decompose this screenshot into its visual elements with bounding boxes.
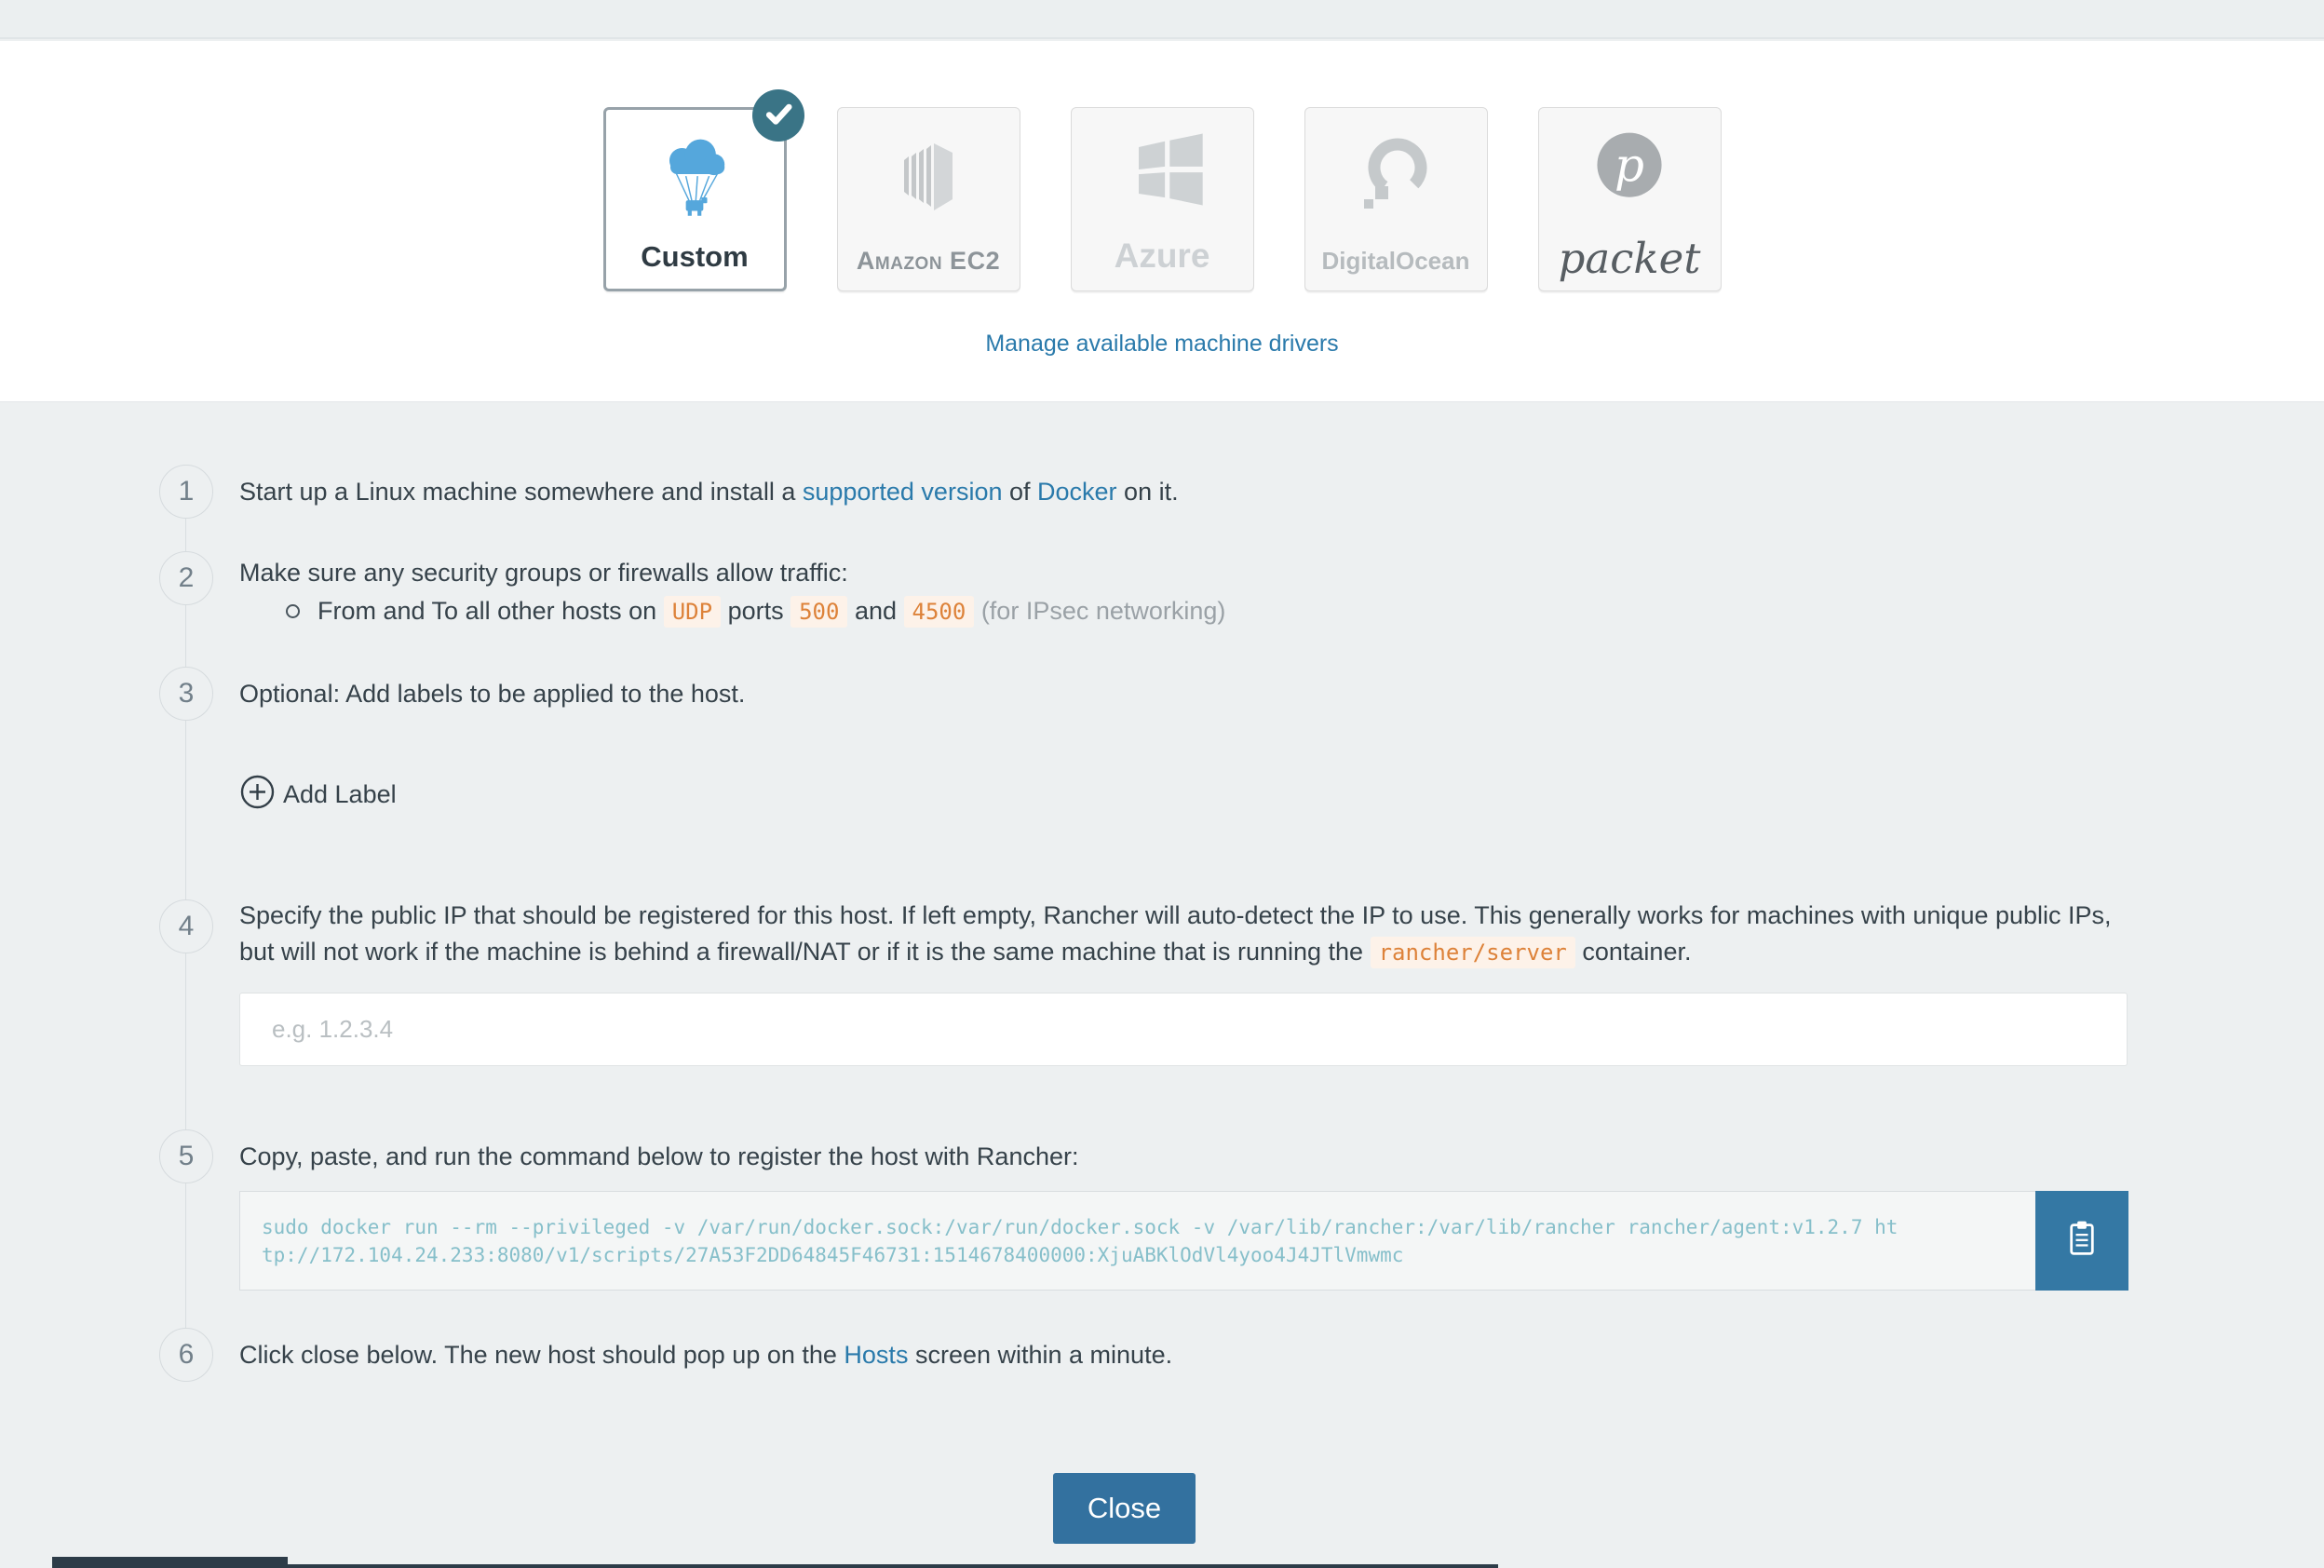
step-1-text-after: on it. xyxy=(1116,478,1179,506)
step-6-number: 6 xyxy=(159,1328,213,1382)
bottom-dark-bar xyxy=(52,1557,288,1568)
step-5-text: Copy, paste, and run the command below to register the host with Rancher: xyxy=(239,1142,1079,1170)
register-command-text-area xyxy=(240,1192,2036,1290)
step-1-text-before: Start up a Linux machine somewhere and install a xyxy=(239,478,803,506)
step-1-number: 1 xyxy=(159,465,213,519)
plus-circle-icon xyxy=(240,775,275,814)
port-500-code-chip: 500 xyxy=(790,596,847,628)
register-command: sudo docker run --rm --privileged -v /var/run/docker.sock:/var/run/docker.sock -v /var/lib/rancher:/var/lib/rancher rancher/agent:v1.2.7 http://172.104.24.233:8080/v1/scripts/27A53F2DD64845F46731:1514678400000:XjuABKlOdVl4yoo4J4JTlVmwmc xyxy=(262,1215,1898,1266)
bullet-icon xyxy=(286,604,300,618)
docker-link[interactable]: Docker xyxy=(1037,478,1117,506)
check-icon xyxy=(763,98,794,134)
step-1-text xyxy=(239,476,1179,507)
step-6-text xyxy=(239,1339,1172,1371)
step-1-text-mid: of xyxy=(1002,478,1038,506)
step-5-number: 5 xyxy=(159,1129,213,1183)
bullet-text-pre: From and To all other hosts on xyxy=(318,597,664,625)
step-2-number: 2 xyxy=(159,551,213,605)
bottom-dark-line xyxy=(288,1564,1498,1568)
udp-code-chip: UDP xyxy=(664,596,721,628)
driver-card-custom[interactable] xyxy=(603,107,787,291)
step-4-text-before: Specify the public IP that should be registered for this host. If left empty, Rancher will auto-detect the IP to use. This generally works for machines with unique public IPs, but will not work if the machine is behind a firewall/NAT or if it is the same machine that is running the xyxy=(239,901,2112,966)
digitalocean-icon xyxy=(1349,128,1442,226)
step-6-text-after: screen within a minute. xyxy=(908,1341,1173,1369)
top-bar xyxy=(0,0,2324,39)
ipsec-note: (for IPsec networking) xyxy=(974,597,1226,625)
step-4-text-after: container. xyxy=(1574,938,1692,966)
packet-icon xyxy=(1585,124,1674,218)
step-2-bullet-text xyxy=(318,595,1225,628)
machine-driver-section xyxy=(0,41,2324,402)
step-2-bullet xyxy=(286,595,1225,628)
driver-label-packet: packet xyxy=(1558,234,1701,283)
supported-version-link[interactable]: supported version xyxy=(802,478,1003,506)
azure-icon xyxy=(1114,122,1210,223)
driver-card-packet[interactable] xyxy=(1538,107,1722,291)
copy-command-button[interactable] xyxy=(2035,1191,2128,1291)
register-command-box xyxy=(239,1191,2128,1291)
step-4-number: 4 xyxy=(159,899,213,953)
svg-text:p: p xyxy=(1615,138,1644,193)
driver-label-digitalocean: DigitalOcean xyxy=(1321,247,1470,275)
step-3-text: Optional: Add labels to be applied to the host. xyxy=(239,680,746,708)
step-3-number: 3 xyxy=(159,667,213,721)
bullet-text-mid2: and xyxy=(847,597,904,625)
public-ip-input[interactable] xyxy=(239,993,2128,1066)
step-4-text xyxy=(239,898,2120,971)
add-label-text: Add Label xyxy=(283,779,397,808)
driver-card-amazon-ec2[interactable] xyxy=(837,107,1020,291)
amazon-ec2-icon xyxy=(882,128,975,226)
driver-card-azure[interactable] xyxy=(1071,107,1254,291)
driver-cards-row xyxy=(0,41,2324,291)
clipboard-icon xyxy=(2062,1218,2101,1264)
driver-card-digitalocean[interactable] xyxy=(1304,107,1488,291)
selected-badge xyxy=(752,89,804,142)
custom-cloud-icon xyxy=(646,125,743,226)
port-4500-code-chip: 4500 xyxy=(904,596,975,628)
rancher-server-code-chip: rancher/server xyxy=(1371,937,1575,968)
close-button[interactable]: Close xyxy=(1053,1473,1196,1544)
step-6-text-before: Click close below. The new host should pop up on the xyxy=(239,1341,844,1369)
add-label-button[interactable] xyxy=(240,775,397,814)
manage-machine-drivers-link[interactable]: Manage available machine drivers xyxy=(985,331,1339,357)
driver-label-amazon-ec2: Amazon EC2 xyxy=(856,247,1001,275)
step-2-heading: Make sure any security groups or firewalls allow traffic: xyxy=(239,559,848,587)
hosts-link[interactable]: Hosts xyxy=(844,1341,909,1369)
bullet-text-mid1: ports xyxy=(721,597,791,625)
driver-label-azure: Azure xyxy=(1114,237,1210,275)
driver-label-custom: Custom xyxy=(641,240,749,273)
